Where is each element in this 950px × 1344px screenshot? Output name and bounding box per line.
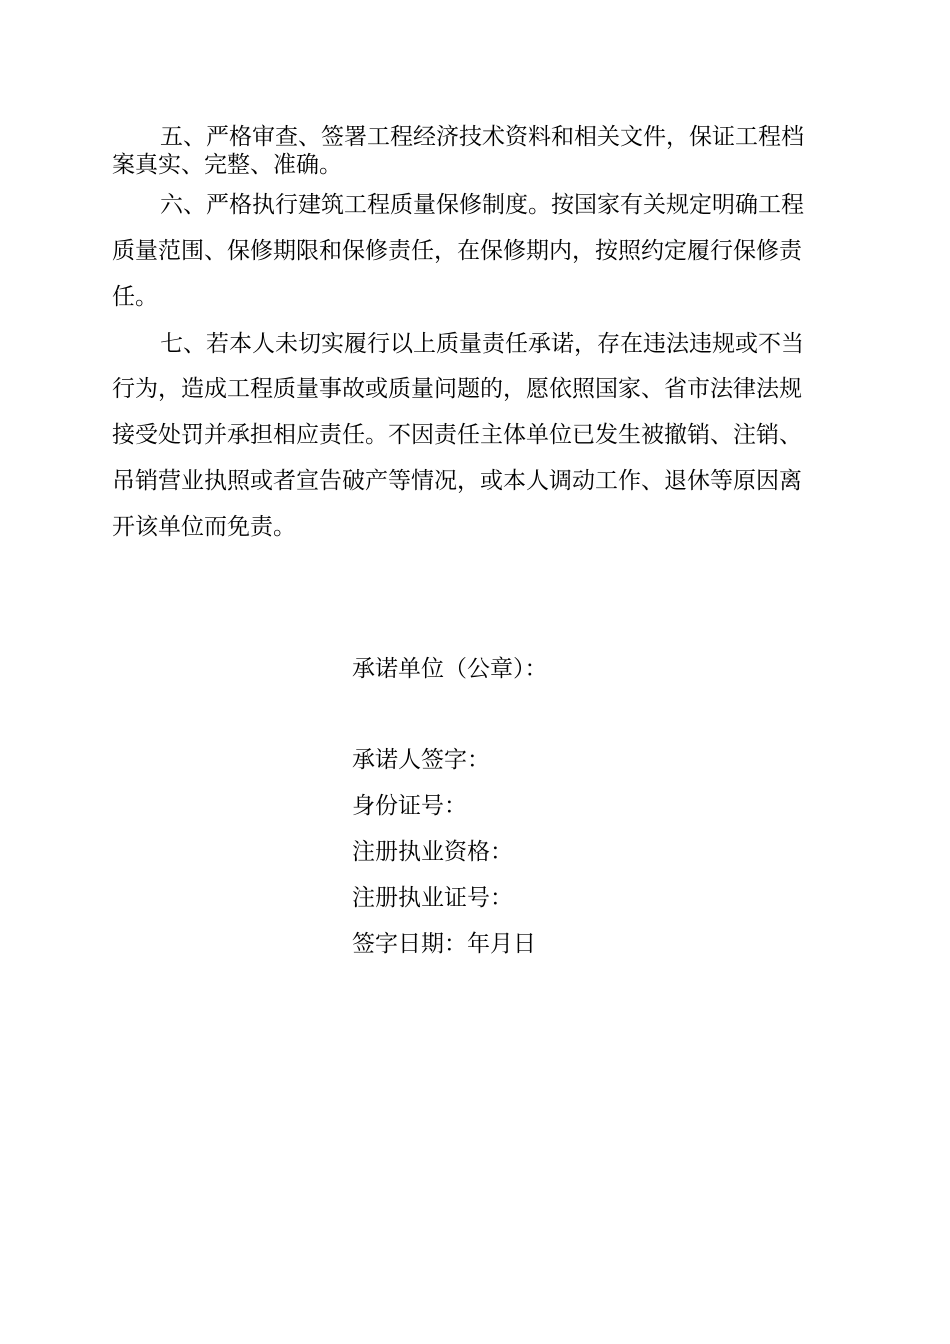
- certificate-number-label: 注册执业证号：: [352, 885, 513, 911]
- item-six-line-3: 任。: [112, 284, 158, 310]
- id-number-label: 身份证号：: [352, 793, 467, 819]
- item-six-line-2: 质量范围、保修期限和保修责任，在保修期内，按照约定履行保修责: [112, 238, 802, 264]
- sign-date-label: 签字日期：年月日: [352, 931, 536, 957]
- item-five-line-1: 五、严格审查、签署工程经济技术资料和相关文件，保证工程档: [160, 124, 804, 150]
- item-seven-line-2: 行为，造成工程质量事故或质量问题的，愿依照国家、省市法律法规: [112, 376, 802, 402]
- qualification-label: 注册执业资格：: [352, 839, 513, 865]
- signer-label: 承诺人签字：: [352, 747, 490, 773]
- item-seven-line-5: 开该单位而免责。: [112, 514, 296, 540]
- item-six-line-1: 六、严格执行建筑工程质量保修制度。按国家有关规定明确工程: [160, 192, 804, 218]
- item-seven-line-4: 吊销营业执照或者宣告破产等情况，或本人调动工作、退休等原因离: [112, 468, 802, 494]
- item-five-line-2: 案真实、完整、准确。: [112, 152, 342, 178]
- item-seven-line-3: 接受处罚并承担相应责任。不因责任主体单位已发生被撤销、注销、: [112, 422, 802, 448]
- item-seven-line-1: 七、若本人未切实履行以上质量责任承诺，存在违法违规或不当: [160, 331, 804, 357]
- unit-seal-label: 承诺单位（公章）：: [352, 656, 548, 682]
